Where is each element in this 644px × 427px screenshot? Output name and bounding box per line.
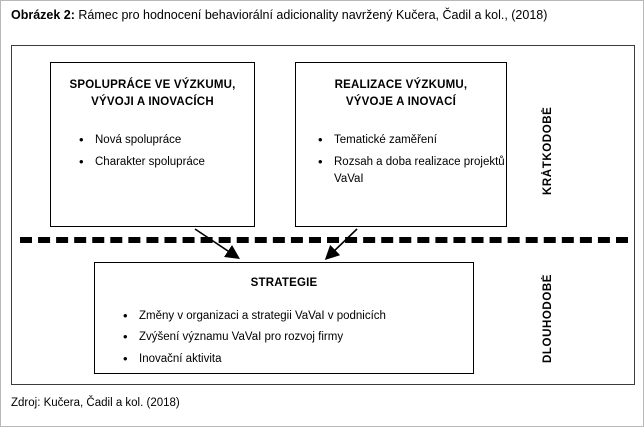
label-short-term: KRÁTKODOBÉ: [542, 106, 554, 196]
list-item: • Změny v organizaci a strategii VaVaI v podnicích: [121, 308, 473, 325]
list-item: • Rozsah a doba realizace projektů VaVaI: [316, 154, 506, 187]
diagram-frame: [11, 45, 635, 385]
box-strategy: [94, 262, 474, 374]
dashed-divider: [20, 237, 628, 243]
box-collaboration: [50, 62, 255, 227]
box-research-title: [296, 77, 506, 110]
box-collaboration-bullets: [77, 132, 254, 170]
list-item: • Charakter spolupráce: [77, 154, 254, 171]
figure-caption: [11, 7, 635, 24]
box-collaboration-title-line2: VÝVOJI A INOVACÍCH: [91, 95, 214, 108]
box-collaboration-title: [51, 77, 254, 110]
figure-caption-text: Rámec pro hodnocení behaviorální adicionality navržený Kučera, Čadil a kol., (2018): [74, 8, 548, 22]
box-research: [295, 62, 507, 227]
box-strategy-bullets: [121, 308, 473, 368]
list-item: • Zvýšení významu VaVaI pro rozvoj firmy: [121, 329, 473, 346]
box-research-title-line1: REALIZACE VÝZKUMU,: [334, 79, 468, 91]
list-item: • Tematické zaměření: [316, 132, 506, 149]
figure-caption-label: Obrázek 2:: [11, 8, 75, 22]
list-item: • Nová spolupráce: [77, 132, 254, 149]
list-item: • Inovační aktivita: [121, 351, 473, 368]
box-research-title-line2: VÝVOJE A INOVACÍ: [345, 95, 457, 108]
label-long-term: DLOUHODOBÉ: [542, 273, 554, 364]
box-collaboration-title-line1: SPOLUPRÁCE VE VÝZKUMU,: [69, 79, 236, 91]
box-research-bullets: [316, 132, 506, 187]
figure-source: Zdroj: Kučera, Čadil a kol. (2018): [11, 397, 180, 409]
box-strategy-title: STRATEGIE: [250, 277, 318, 289]
